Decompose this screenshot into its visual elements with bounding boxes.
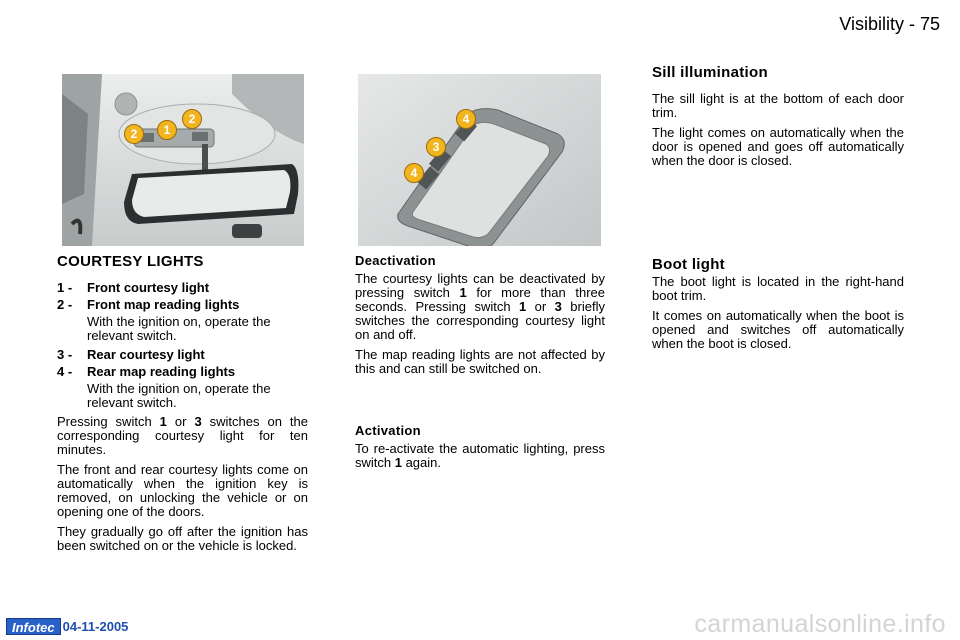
activation-heading: Activation xyxy=(355,423,421,438)
sill-illumination-heading: Sill illumination xyxy=(652,64,768,81)
page-header: Visibility - 75 xyxy=(839,14,940,34)
switch-1-badge: 1 xyxy=(157,120,177,140)
switch-2-badge: 2 xyxy=(124,124,144,144)
pressing-switch-paragraph: Pressing switch 1 or 3 switches on the corresponding courtesy light for ten minutes. xyxy=(57,414,308,457)
boot-automatic-paragraph: It comes on automatically when the boot is opened and switches off automatically when the boot is closed. xyxy=(652,308,904,351)
rear-courtesy-light-photo xyxy=(358,74,601,246)
list-item-note: With the ignition on, operate the relevant switch. xyxy=(87,314,271,343)
list-item: 3 - Rear courtesy light xyxy=(57,347,205,362)
rear-courtesy-light-illustration xyxy=(358,74,601,246)
map-lights-paragraph: The map reading lights are not affected by this and can still be switched on. xyxy=(355,347,605,376)
sill-automatic-paragraph: The light comes on automatically when the door is opened and goes off automatically when the door is closed. xyxy=(652,125,904,168)
edition-date: 04-11-2005 xyxy=(62,618,129,634)
switch-3-badge: 3 xyxy=(426,137,446,157)
infotec-logo: Infotec xyxy=(6,618,61,635)
activation-section xyxy=(355,424,605,476)
footer xyxy=(6,617,128,635)
list-item-note: With the ignition on, operate the relevant switch. xyxy=(87,381,271,410)
list-item: 4 - Rear map reading lights xyxy=(57,364,236,379)
front-courtesy-light-illustration xyxy=(62,74,304,246)
switch-4-badge: 4 xyxy=(404,163,424,183)
automatic-on-paragraph: The front and rear courtesy lights come on automatically when the ignition key is removed, on unlocking the vehicle or on opening one of the doors. xyxy=(57,462,308,519)
deactivation-section xyxy=(355,254,605,382)
boot-light-heading: Boot light xyxy=(652,256,725,273)
deactivation-paragraph: The courtesy lights can be deactivated by pressing switch 1 for more than three seconds. Pressing switch 1 or 3 briefly switches the corresponding courtesy light on and off. xyxy=(355,271,605,342)
courtesy-lights-heading: COURTESY LIGHTS xyxy=(57,253,204,270)
sill-illumination-section xyxy=(652,66,904,174)
switch-4-badge: 4 xyxy=(456,109,476,129)
watermark: carmanualsonline.info xyxy=(694,610,946,638)
boot-light-section xyxy=(652,258,904,357)
sill-location-paragraph: The sill light is at the bottom of each door trim. xyxy=(652,91,904,120)
courtesy-lights-section xyxy=(57,255,308,559)
boot-location-paragraph: The boot light is located in the right-hand boot trim. xyxy=(652,274,904,303)
list-item: 1 - Front courtesy light xyxy=(57,280,210,295)
deactivation-heading: Deactivation xyxy=(355,253,436,268)
gradual-off-paragraph: They gradually go off after the ignition has been switched on or the vehicle is locked. xyxy=(57,524,308,553)
list-item: 2 - Front map reading lights xyxy=(57,297,240,312)
front-courtesy-light-photo xyxy=(62,74,304,246)
activation-paragraph: To re-activate the automatic lighting, press switch 1 again. xyxy=(355,441,605,470)
switch-2-badge: 2 xyxy=(182,109,202,129)
